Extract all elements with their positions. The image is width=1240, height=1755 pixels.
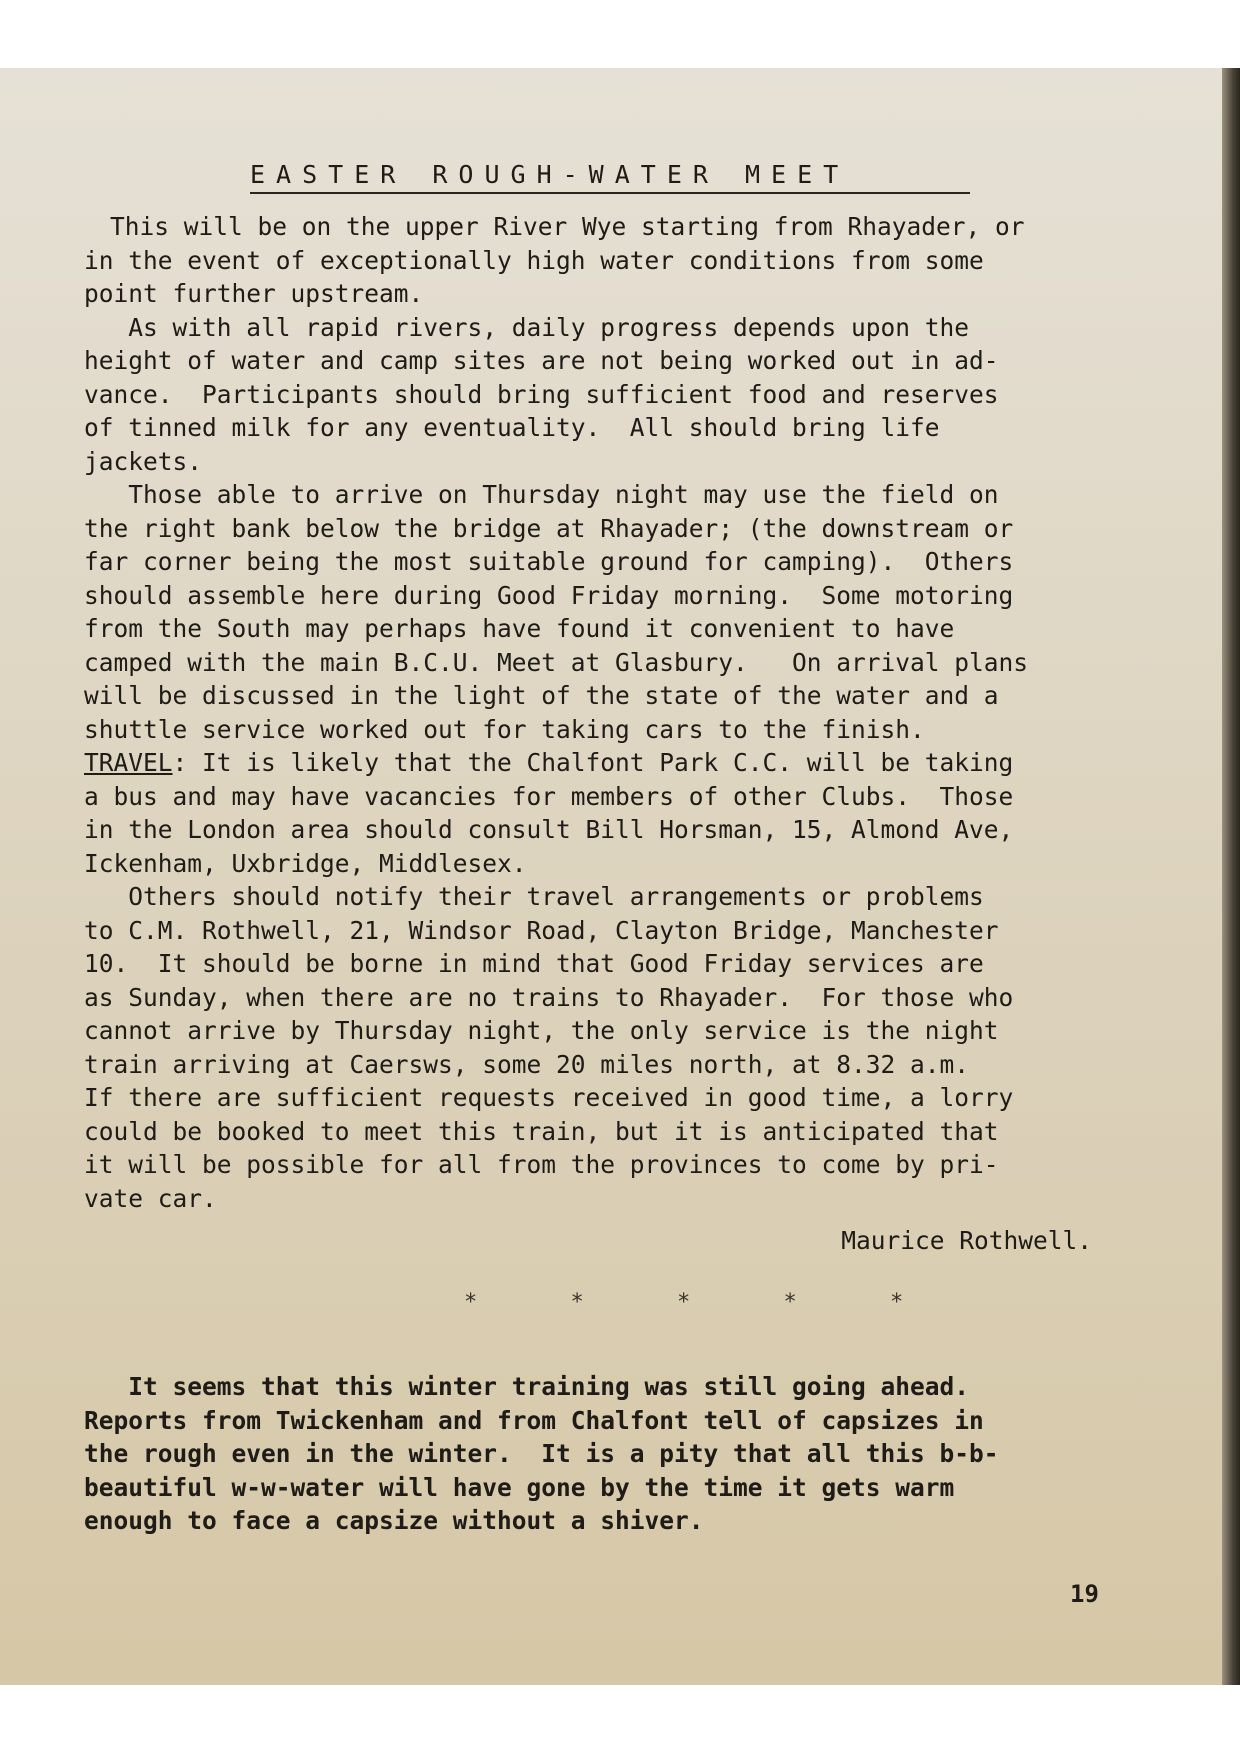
signature: Maurice Rothwell. xyxy=(841,1226,1092,1255)
section-separator: * * * * * xyxy=(464,1290,944,1315)
text-line: It seems that this winter training was still going ahead. xyxy=(84,1372,970,1401)
text-line: to C.M. Rothwell, 21, Windsor Road, Clayton Bridge, Manchester xyxy=(84,915,999,945)
text-line: Ickenham, Uxbridge, Middlesex. xyxy=(84,848,527,878)
page-number: 19 xyxy=(1070,1580,1099,1608)
title-underline xyxy=(250,192,970,194)
text-line: of tinned milk for any eventuality. All should bring life xyxy=(84,413,940,442)
text-line: If there are sufficient requests received in good time, a lorry xyxy=(84,1083,1014,1112)
text-line: it will be possible for all from the provinces to come by pri- xyxy=(84,1150,999,1179)
text-line: will be discussed in the light of the state of the water and a xyxy=(84,681,999,710)
text-line: enough to face a capsize without a shiver. xyxy=(84,1506,704,1535)
text-line: point further upstream. xyxy=(84,279,424,308)
text-line: the right bank below the bridge at Rhayader; (the downstream or xyxy=(84,513,1014,543)
text-line: cannot arrive by Thursday night, the only service is the night xyxy=(84,1016,999,1045)
text-line: Others should notify their travel arrangements or problems xyxy=(84,882,984,911)
text-line: shuttle service worked out for taking cars to the finish. xyxy=(84,714,925,744)
text-line: 10. It should be borne in mind that Good Friday services are xyxy=(84,949,984,978)
text-line: beautiful w-w-water will have gone by the time it gets warm xyxy=(84,1472,955,1502)
text-line: Reports from Twickenham and from Chalfont tell of capsizes in xyxy=(84,1405,984,1435)
text-line: Those able to arrive on Thursday night may use the field on xyxy=(84,480,999,509)
text-line: This will be on the upper River Wye starting from Rhayader, or xyxy=(110,212,1025,241)
body-text xyxy=(84,210,1144,1215)
text-line: should assemble here during Good Friday morning. Some motoring xyxy=(84,580,1014,610)
text-line: in the London area should consult Bill Horsman, 15, Almond Ave, xyxy=(84,815,1014,844)
text-line: the rough even in the winter. It is a pity that all this b-b- xyxy=(84,1439,999,1468)
text-line: as Sunday, when there are no trains to Rhayader. For those who xyxy=(84,982,1014,1012)
text-line: height of water and camp sites are not being worked out in ad- xyxy=(84,346,999,375)
page-title: EASTER ROUGH-WATER MEET xyxy=(250,160,850,189)
text-line: in the event of exceptionally high water conditions from some xyxy=(84,245,984,275)
text-line: vance. Participants should bring sufficient food and reserves xyxy=(84,379,999,409)
closing-paragraph xyxy=(84,1370,1144,1538)
text-line: vate car. xyxy=(84,1183,217,1213)
text-line: camped with the main B.C.U. Meet at Glasbury. On arrival plans xyxy=(84,647,1029,677)
text-line: As with all rapid rivers, daily progress depends upon the xyxy=(84,312,970,342)
text-line: far corner being the most suitable ground for camping). Others xyxy=(84,547,1014,576)
page xyxy=(0,68,1240,1685)
page-edge xyxy=(1222,68,1240,1685)
travel-line xyxy=(84,746,1144,780)
text-line: a bus and may have vacancies for members of other Clubs. Those xyxy=(84,781,1014,811)
travel-label: TRAVEL xyxy=(84,748,173,777)
text-line: from the South may perhaps have found it convenient to have xyxy=(84,614,955,643)
text-line: jackets. xyxy=(84,446,203,476)
text-line: train arriving at Caersws, some 20 miles north, at 8.32 a.m. xyxy=(84,1049,970,1079)
travel-text: : It is likely that the Chalfont Park C.C. will be taking xyxy=(172,748,1014,777)
sheet xyxy=(84,68,1144,1685)
text-line: could be booked to meet this train, but it is anticipated that xyxy=(84,1116,999,1146)
